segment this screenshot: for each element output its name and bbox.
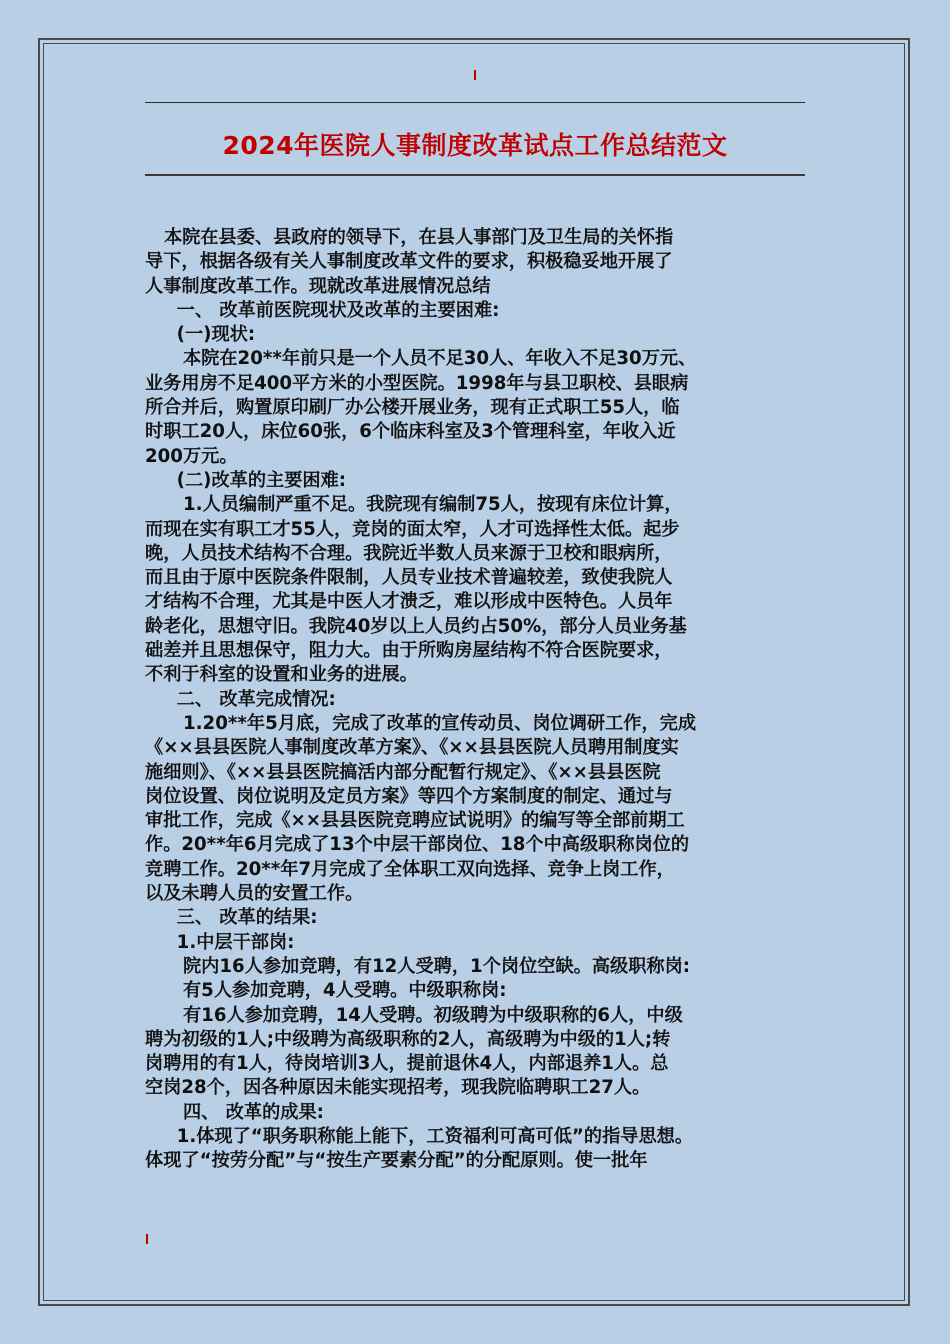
text-line: 《××县县医院人事制度改革方案》、《××县县医院人员聘用制度实 bbox=[145, 737, 679, 759]
text-line: 不利于科室的设置和业务的进展。 bbox=[145, 664, 418, 686]
text-line: 以及未聘人员的安置工作。 bbox=[145, 883, 364, 905]
text-line: 导下，根据各级有关人事制度改革文件的要求，积极稳妥地开展了 bbox=[145, 251, 673, 273]
text-line: 竞聘工作。20**年7月完成了全体职工双向选择、竞争上岗工作， bbox=[145, 858, 675, 880]
text-line: (一)现状: bbox=[145, 324, 256, 346]
text-line: 体现了“按劳分配”与“按生产要素分配”的分配原则。使一批年 bbox=[145, 1150, 648, 1172]
text-line: 四、 改革的成果: bbox=[145, 1101, 324, 1123]
text-line: 有16人参加竞聘，14人受聘。初级聘为中级职称的6人，中级 bbox=[145, 1004, 683, 1026]
document-title: 2024年医院人事制度改革试点工作总结范文 bbox=[222, 131, 728, 160]
text-line: 业务用房不足400平方米的小型医院。1998年与县卫职校、县眼病 bbox=[145, 372, 689, 394]
text-line: 龄老化，思想守旧。我院40岁以上人员约占50%，部分人员业务基 bbox=[145, 615, 687, 637]
title-underline bbox=[145, 174, 805, 176]
text-line: 三、 改革的结果: bbox=[145, 907, 318, 929]
text-line: 本院在20**年前只是一个人员不足30人、年收入不足30万元、 bbox=[145, 348, 697, 370]
text-line: 人事制度改革工作。现就改革进展情况总结 bbox=[145, 275, 491, 297]
text-line: 1.体现了“职务职称能上能下，工资福利可高可低”的指导思想。 bbox=[145, 1125, 694, 1147]
text-line: 晚，人员技术结构不合理。我院近半数人员来源于卫校和眼病所， bbox=[145, 542, 673, 564]
text-line: 一、 改革前医院现状及改革的主要困难: bbox=[145, 299, 500, 321]
text-line: 而且由于原中医院条件限制，人员专业技术普遍较差，致使我院人 bbox=[145, 567, 673, 589]
text-line: 聘为初级的1人;中级聘为高级职称的2人，高级聘为中级的1人;转 bbox=[145, 1028, 671, 1050]
text-line: 本院在县委、县政府的领导下，在县人事部门及卫生局的关怀指 bbox=[145, 227, 674, 248]
text-line: 时职工20人，床位60张，6个临床科室及3个管理科室，年收入近 bbox=[145, 421, 676, 443]
text-line: 院内16人参加竞聘，有12人受聘，1个岗位空缺。高级职称岗: bbox=[145, 955, 691, 977]
text-line: 所合并后，购置原印刷厂办公楼开展业务，现有正式职工55人，临 bbox=[145, 397, 680, 419]
document-body bbox=[145, 226, 810, 1174]
text-line: 有5人参加竞聘，4人受聘。中级职称岗: bbox=[145, 980, 507, 1002]
text-line: 1.人员编制严重不足。我院现有编制75人，按现有床位计算， bbox=[145, 494, 683, 516]
footer-marker bbox=[146, 1234, 148, 1244]
text-line: 200万元。 bbox=[145, 445, 238, 467]
text-line: 空岗28个，因各种原因未能实现招考，现我院临聘职工27人。 bbox=[145, 1077, 651, 1099]
header-marker bbox=[474, 70, 476, 80]
header-rule bbox=[145, 102, 805, 103]
text-line: 础差并且思想保守，阻力大。由于所购房屋结构不符合医院要求， bbox=[145, 640, 673, 662]
text-line: 二、 改革完成情况: bbox=[145, 688, 336, 710]
text-line: (二)改革的主要困难: bbox=[145, 469, 347, 491]
text-line: 才结构不合理，尤其是中医人才溃乏，难以形成中医特色。人员年 bbox=[145, 591, 673, 613]
text-line: 1.中层干部岗: bbox=[145, 931, 295, 953]
text-line: 岗位设置、岗位说明及定员方案》等四个方案制度的制定、通过与 bbox=[145, 785, 673, 807]
text-line: 审批工作，完成《××县县医院竞聘应试说明》的编写等全部前期工 bbox=[145, 810, 685, 832]
text-line: 施细则》、《××县县医院搞活内部分配暂行规定》、《××县县医院 bbox=[145, 761, 661, 783]
text-line: 而现在实有职工才55人，竞岗的面太窄，人才可选择性太低。起步 bbox=[145, 518, 680, 540]
text-line: 作。20**年6月完成了13个中层干部岗位、18个中高级职称岗位的 bbox=[145, 834, 690, 856]
text-line: 岗聘用的有1人，待岗培训3人，提前退休4人，内部退养1人。总 bbox=[145, 1053, 669, 1075]
text-line: 1.20**年5月底，完成了改革的宣传动员、岗位调研工作，完成 bbox=[145, 712, 697, 734]
